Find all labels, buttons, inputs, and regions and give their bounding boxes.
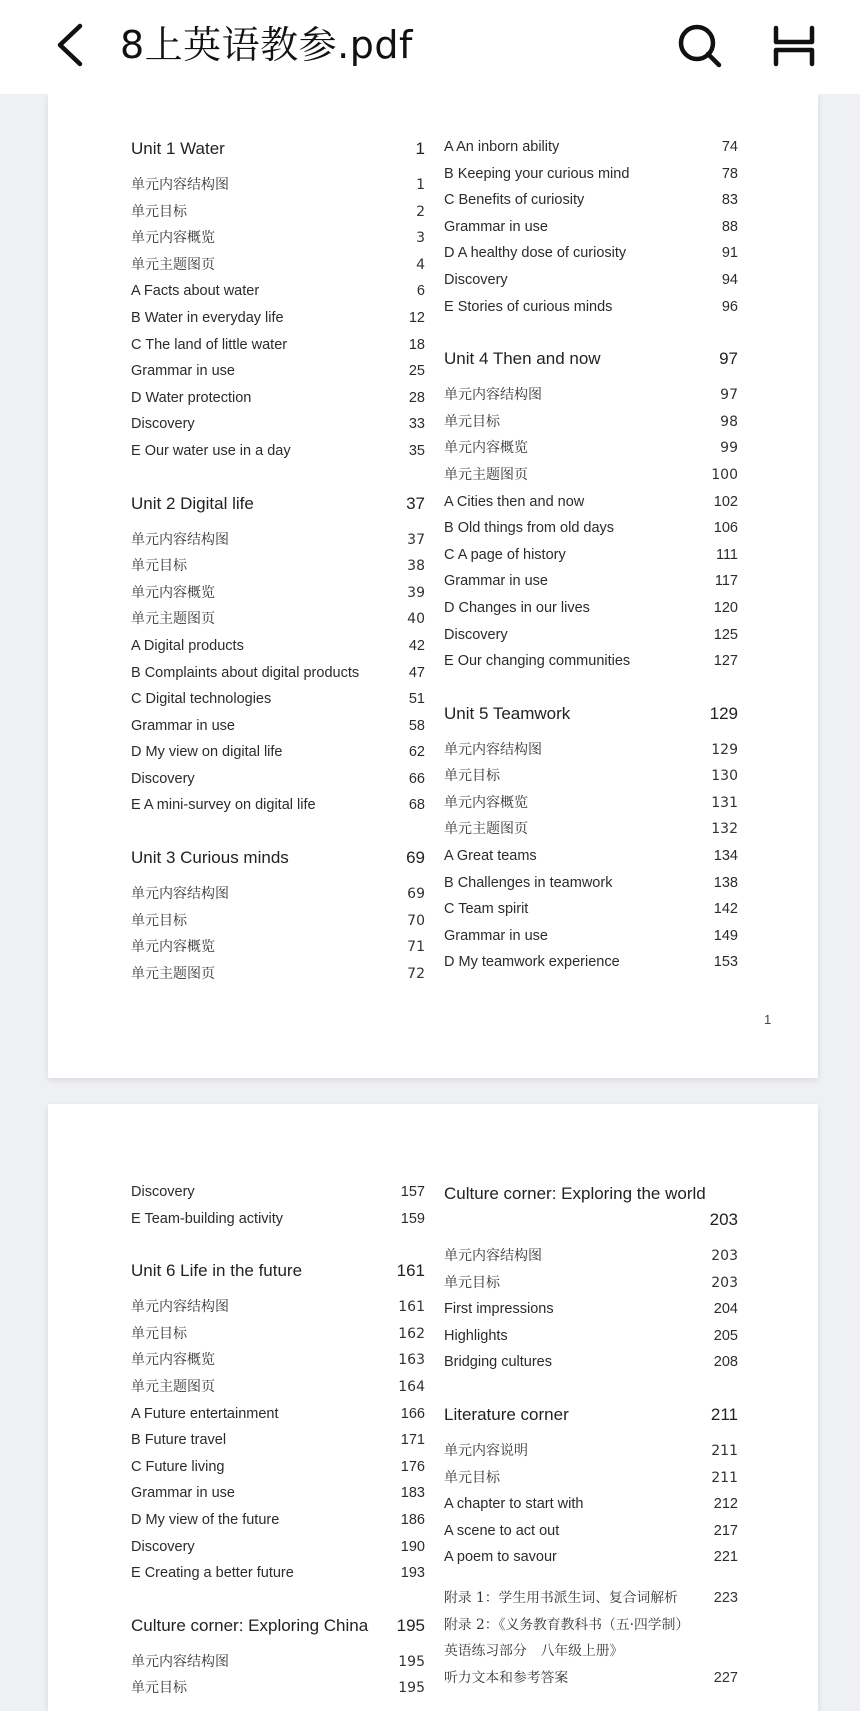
toc-entry[interactable] bbox=[444, 1296, 738, 1323]
toc-entry[interactable] bbox=[444, 1491, 738, 1518]
toc-page-number: 203 bbox=[711, 1274, 738, 1291]
toc-entry-title: B Future travel bbox=[131, 1432, 227, 1449]
toc-entry[interactable] bbox=[131, 553, 425, 580]
toc-entry-title: 附录 2：《义务教育教科书（五·四学制） bbox=[444, 1616, 690, 1633]
toc-entry[interactable] bbox=[444, 161, 738, 188]
toc-column-right bbox=[444, 1179, 738, 1691]
toc-entry[interactable] bbox=[131, 934, 425, 961]
toc-appendix-entry[interactable] bbox=[444, 1585, 738, 1612]
toc-page-number: 100 bbox=[711, 466, 738, 483]
toc-page-number: 69 bbox=[407, 886, 425, 903]
toc-page-number: 159 bbox=[400, 1210, 425, 1227]
toc-entry[interactable] bbox=[131, 438, 425, 465]
toc-page-number: 205 bbox=[713, 1327, 738, 1344]
toc-entry[interactable] bbox=[444, 923, 738, 950]
toc-entry[interactable] bbox=[444, 648, 738, 675]
toc-entry-title: D Water protection bbox=[131, 389, 252, 406]
toc-page-number: 94 bbox=[721, 271, 738, 288]
pdf-viewer[interactable] bbox=[0, 94, 860, 1711]
toc-page-number: 203 bbox=[711, 1248, 738, 1264]
toc-page-number: 38 bbox=[407, 558, 425, 575]
toc-entry-title: D My view of the future bbox=[131, 1511, 280, 1528]
toc-entry-title: 单元内容概览 bbox=[131, 230, 215, 247]
toc-column-left bbox=[131, 134, 425, 987]
toc-entry[interactable] bbox=[444, 187, 738, 214]
toc-page-number: 106 bbox=[713, 520, 738, 537]
toc-page-number: 183 bbox=[400, 1485, 425, 1502]
toc-page-number: 111 bbox=[715, 546, 738, 563]
toc-entry-title: D My view on digital life bbox=[131, 744, 283, 761]
toc-entry[interactable] bbox=[444, 1518, 738, 1545]
toc-page-number: 51 bbox=[408, 691, 425, 708]
toc-entry[interactable] bbox=[131, 1560, 425, 1587]
toc-entry-title: Unit 6 Life in the future bbox=[131, 1261, 303, 1281]
toc-entry[interactable] bbox=[444, 382, 738, 409]
toc-page-number: 33 bbox=[408, 416, 425, 433]
toc-section-heading[interactable] bbox=[444, 1179, 738, 1235]
toc-page-number: 129 bbox=[711, 741, 738, 758]
toc-page-number: 39 bbox=[407, 584, 425, 601]
toc-entry-title: Discovery bbox=[131, 770, 195, 787]
toc-page-number: 161 bbox=[398, 1299, 425, 1316]
toc-entry-title: 单元内容结构图 bbox=[444, 741, 542, 758]
toc-column-right bbox=[444, 134, 738, 976]
toc-entry[interactable] bbox=[444, 1243, 738, 1270]
toc-entry[interactable] bbox=[444, 816, 738, 843]
toc-entry-title: 单元目标 bbox=[131, 558, 187, 575]
toc-page-number: 211 bbox=[711, 1469, 738, 1486]
toc-page-number: 37 bbox=[407, 531, 425, 548]
toc-entry-title: 单元主题图页 bbox=[131, 256, 215, 273]
toc-entry[interactable] bbox=[444, 267, 738, 294]
toc-page-number: 117 bbox=[714, 573, 738, 590]
toc-entry-title: Bridging cultures bbox=[444, 1354, 552, 1371]
toc-page-number: 125 bbox=[713, 626, 738, 643]
toc-page-number: 102 bbox=[713, 493, 738, 510]
toc-entry-title: E Our changing communities bbox=[444, 653, 631, 670]
toc-entry-title: Discovery bbox=[131, 416, 195, 433]
toc-entry-title: B Water in everyday life bbox=[131, 309, 284, 326]
toc-entry[interactable] bbox=[444, 622, 738, 649]
toc-entry-title: Discovery bbox=[444, 271, 508, 288]
toc-section-heading[interactable] bbox=[131, 489, 425, 519]
toc-page-number: 211 bbox=[710, 1404, 738, 1424]
toc-entry[interactable] bbox=[444, 489, 738, 516]
toc-entry-title: 单元主题图页 bbox=[131, 1378, 215, 1395]
toc-section-heading[interactable] bbox=[131, 134, 425, 164]
toc-entry-title: Literature corner bbox=[444, 1404, 569, 1424]
toc-entry-title: B Old things from old days bbox=[444, 520, 615, 537]
toc-entry[interactable] bbox=[131, 172, 425, 199]
pdf-page-1 bbox=[48, 94, 818, 1078]
toc-entry[interactable] bbox=[444, 294, 738, 321]
toc-entry-title: First impressions bbox=[444, 1301, 554, 1318]
toc-entry-title: C Digital technologies bbox=[131, 691, 272, 708]
toc-page-number: 71 bbox=[407, 939, 425, 956]
toc-entry[interactable] bbox=[131, 1374, 425, 1401]
toc-page-number: 2 bbox=[416, 203, 425, 220]
toc-page-number: 35 bbox=[408, 442, 425, 459]
toc-entry-title: 单元目标 bbox=[131, 203, 187, 220]
toc-entry[interactable] bbox=[444, 843, 738, 870]
toc-column-left bbox=[131, 1179, 425, 1702]
toc-entry[interactable] bbox=[444, 1270, 738, 1297]
toc-page-number: 127 bbox=[713, 653, 738, 670]
toc-entry-title: 单元主题图页 bbox=[444, 821, 528, 838]
toc-page-number: 12 bbox=[408, 309, 425, 326]
toc-entry-title: 单元内容结构图 bbox=[131, 886, 229, 903]
toc-entry-title: 单元主题图页 bbox=[444, 466, 528, 483]
toc-page-number: 203 bbox=[709, 1210, 738, 1229]
toc-page-number: 149 bbox=[713, 927, 738, 944]
toc-entry[interactable] bbox=[131, 225, 425, 252]
toc-entry-title: 单元目标 bbox=[131, 1680, 187, 1697]
toc-entry-title: 单元内容结构图 bbox=[131, 1299, 229, 1316]
toc-entry-title: Grammar in use bbox=[131, 363, 235, 380]
document-title: 8上英语教参.pdf bbox=[120, 23, 413, 67]
toc-entry[interactable] bbox=[444, 949, 738, 976]
toc-page-number: 72 bbox=[407, 965, 425, 982]
toc-entry[interactable] bbox=[131, 908, 425, 935]
toc-entry-title: Grammar in use bbox=[131, 1485, 235, 1502]
toc-entry-title: 单元内容结构图 bbox=[131, 1653, 229, 1670]
toc-entry-title: E Creating a better future bbox=[131, 1565, 294, 1582]
toc-page-number: 70 bbox=[407, 912, 425, 929]
toc-entry[interactable] bbox=[131, 358, 425, 385]
toc-page-number: 37 bbox=[406, 493, 425, 513]
toc-entry[interactable] bbox=[131, 252, 425, 279]
toc-entry-title: B Challenges in teamwork bbox=[444, 874, 613, 891]
toc-entry-title: 单元内容结构图 bbox=[131, 177, 229, 193]
pdf-page-2 bbox=[48, 1104, 818, 1711]
toc-page-number: 91 bbox=[721, 245, 738, 262]
toc-entry-title: C The land of little water bbox=[131, 336, 288, 353]
toc-entry[interactable] bbox=[131, 1480, 425, 1507]
toc-entry-title: Unit 1 Water bbox=[131, 139, 225, 158]
toc-page-number: 227 bbox=[713, 1669, 738, 1686]
toc-entry[interactable] bbox=[444, 568, 738, 595]
toc-entry-title: 单元目标 bbox=[444, 1274, 500, 1291]
toc-page-number: 161 bbox=[396, 1261, 425, 1281]
toc-entry[interactable] bbox=[131, 1179, 425, 1206]
toc-page-number: 78 bbox=[721, 165, 738, 182]
toc-page-number: 223 bbox=[713, 1589, 738, 1606]
toc-entry[interactable] bbox=[444, 870, 738, 897]
toc-entry[interactable] bbox=[131, 1534, 425, 1561]
toc-entry[interactable] bbox=[131, 411, 425, 438]
toc-page-number: 166 bbox=[400, 1405, 425, 1422]
toc-entry-title: Discovery bbox=[444, 626, 508, 643]
toc-entry-title: C Team spirit bbox=[444, 901, 529, 918]
toc-entry[interactable] bbox=[131, 1649, 425, 1676]
toc-entry[interactable] bbox=[131, 961, 425, 988]
toc-page-number: 88 bbox=[721, 218, 738, 235]
toc-page-number: 164 bbox=[398, 1378, 425, 1395]
toc-entry[interactable] bbox=[131, 766, 425, 793]
toc-section-heading[interactable] bbox=[444, 344, 738, 374]
toc-entry-title: D A healthy dose of curiosity bbox=[444, 245, 627, 262]
toc-entry-title: C Benefits of curiosity bbox=[444, 192, 585, 209]
toc-entry-title: 听力文本和参考答案 bbox=[444, 1669, 569, 1686]
toc-page-number: 132 bbox=[711, 821, 738, 838]
toc-entry[interactable] bbox=[131, 739, 425, 766]
toc-page-number: 134 bbox=[713, 848, 738, 865]
toc-page-number: 97 bbox=[720, 387, 738, 404]
toc-page-number: 6 bbox=[416, 283, 425, 300]
toc-entry[interactable] bbox=[131, 792, 425, 819]
toc-page-number: 129 bbox=[709, 703, 738, 723]
toc-page-number: 195 bbox=[398, 1653, 425, 1670]
toc-entry-title: Grammar in use bbox=[444, 927, 548, 944]
spacer bbox=[444, 1571, 738, 1585]
toc-page-number: 40 bbox=[407, 611, 425, 628]
toc-entry[interactable] bbox=[444, 1438, 738, 1465]
toc-entry-title: 单元内容概览 bbox=[444, 794, 528, 811]
toc-page-number: 83 bbox=[721, 192, 738, 209]
toc-page-number: 176 bbox=[400, 1458, 425, 1475]
toc-page-number: 212 bbox=[713, 1496, 738, 1513]
toc-entry-title: A Great teams bbox=[444, 848, 537, 865]
toc-entry-title: E Our water use in a day bbox=[131, 442, 291, 459]
toc-entry[interactable] bbox=[131, 1347, 425, 1374]
toc-entry[interactable] bbox=[444, 240, 738, 267]
toc-entry[interactable] bbox=[131, 199, 425, 226]
toc-entry[interactable] bbox=[131, 1454, 425, 1481]
toc-entry-title: 单元内容结构图 bbox=[444, 1248, 542, 1264]
toc-entry-title: Unit 2 Digital life bbox=[131, 493, 254, 513]
toc-page-number: 74 bbox=[721, 139, 738, 155]
toc-page-number: 204 bbox=[713, 1301, 738, 1318]
toc-page-number: 1 bbox=[415, 139, 425, 158]
toc-entry-title: Discovery bbox=[131, 1538, 195, 1555]
toc-entry-title: 单元目标 bbox=[131, 912, 187, 929]
toc-page-number: 69 bbox=[406, 848, 425, 868]
toc-page-number: 42 bbox=[408, 637, 425, 654]
toc-page-number: 217 bbox=[713, 1522, 738, 1539]
toc-entry-title: A Facts about water bbox=[131, 283, 260, 300]
toc-entry[interactable] bbox=[131, 686, 425, 713]
toc-entry[interactable] bbox=[131, 1206, 425, 1233]
search-icon[interactable] bbox=[676, 22, 724, 70]
toc-entry-title: D Changes in our lives bbox=[444, 599, 590, 616]
toc-page-number: 66 bbox=[408, 770, 425, 787]
toc-entry[interactable] bbox=[131, 1507, 425, 1534]
toc-entry-title: 单元内容结构图 bbox=[131, 531, 229, 548]
toc-section-heading[interactable] bbox=[444, 699, 738, 729]
toc-page-number: 171 bbox=[400, 1432, 425, 1449]
toc-entry[interactable] bbox=[131, 713, 425, 740]
toc-page-number: 195 bbox=[398, 1680, 425, 1697]
toc-entry-title: 单元目标 bbox=[444, 1469, 500, 1486]
toc-entry[interactable] bbox=[444, 462, 738, 489]
toc-page-number: 62 bbox=[408, 744, 425, 761]
toc-entry-title: A poem to savour bbox=[444, 1549, 557, 1566]
toc-entry-title: Culture corner: Exploring China bbox=[131, 1615, 369, 1635]
toc-page-number: 3 bbox=[416, 230, 425, 247]
toc-entry[interactable] bbox=[444, 435, 738, 462]
toc-page-number: 99 bbox=[720, 440, 738, 457]
toc-entry-title: Grammar in use bbox=[444, 218, 548, 235]
toc-entry[interactable] bbox=[444, 595, 738, 622]
toc-entry-title: C A page of history bbox=[444, 546, 566, 563]
toc-section-heading[interactable] bbox=[131, 1256, 425, 1286]
toc-page-number: 195 bbox=[396, 1615, 425, 1635]
toc-entry-title: 单元目标 bbox=[444, 413, 500, 430]
toc-entry[interactable] bbox=[131, 385, 425, 412]
toc-page-number: 18 bbox=[408, 336, 425, 353]
toc-page-number: 98 bbox=[720, 413, 738, 430]
toc-page-number: 153 bbox=[713, 954, 738, 971]
toc-entry[interactable] bbox=[444, 214, 738, 241]
toc-entry-title: A Future entertainment bbox=[131, 1405, 279, 1422]
toc-entry-title: 单元主题图页 bbox=[131, 965, 215, 982]
toc-page-number: 157 bbox=[400, 1184, 425, 1200]
toc-page-number: 193 bbox=[400, 1565, 425, 1582]
toc-page-number: 4 bbox=[416, 256, 425, 273]
toc-appendix-entry[interactable] bbox=[444, 1612, 738, 1639]
toc-entry[interactable] bbox=[131, 278, 425, 305]
toc-entry[interactable] bbox=[131, 633, 425, 660]
toc-entry-title: Discovery bbox=[131, 1184, 195, 1200]
toc-entry-title: 单元内容概览 bbox=[131, 584, 215, 601]
toc-entry[interactable] bbox=[131, 1294, 425, 1321]
toc-appendix-entry[interactable] bbox=[444, 1665, 738, 1692]
toc-entry-title: Culture corner: Exploring the world bbox=[444, 1184, 706, 1203]
toc-entry[interactable] bbox=[444, 763, 738, 790]
toc-entry-title: 单元目标 bbox=[444, 768, 500, 785]
toc-page-number: 130 bbox=[711, 768, 738, 785]
toc-entry-title: 单元内容概览 bbox=[444, 440, 528, 457]
toc-entry[interactable] bbox=[131, 881, 425, 908]
toc-page-number: 138 bbox=[713, 874, 738, 891]
toc-entry[interactable] bbox=[131, 1427, 425, 1454]
toc-page-number: 58 bbox=[408, 717, 425, 734]
toc-entry[interactable] bbox=[444, 896, 738, 923]
toc-page-number: 190 bbox=[400, 1538, 425, 1555]
toc-page-number: 162 bbox=[398, 1325, 425, 1342]
toc-entry[interactable] bbox=[444, 737, 738, 764]
toc-entry-title: Unit 3 Curious minds bbox=[131, 848, 289, 868]
toc-entry[interactable] bbox=[131, 1401, 425, 1428]
toc-entry-title: E Stories of curious minds bbox=[444, 298, 613, 315]
toc-entry-title: D My teamwork experience bbox=[444, 954, 620, 971]
toc-page-number: 186 bbox=[400, 1511, 425, 1528]
toc-entry-title: Unit 5 Teamwork bbox=[444, 703, 571, 723]
toc-entry[interactable] bbox=[131, 1675, 425, 1702]
toc-page-number: 28 bbox=[408, 389, 425, 406]
toc-entry[interactable] bbox=[444, 1349, 738, 1376]
top-bar bbox=[0, 0, 860, 94]
toc-page-number: 163 bbox=[398, 1352, 425, 1369]
toc-entry-title: Grammar in use bbox=[131, 717, 235, 734]
toc-entry[interactable] bbox=[131, 332, 425, 359]
toc-entry[interactable] bbox=[444, 1323, 738, 1350]
chevron-left-icon[interactable] bbox=[52, 22, 88, 68]
toc-entry-title: 单元内容结构图 bbox=[444, 387, 542, 404]
toc-entry[interactable] bbox=[131, 580, 425, 607]
toc-section-heading[interactable] bbox=[131, 843, 425, 873]
toc-page-number: 1 bbox=[416, 177, 425, 193]
toc-entry[interactable] bbox=[444, 542, 738, 569]
toc-entry-title: A scene to act out bbox=[444, 1522, 560, 1539]
toc-page-number: 211 bbox=[711, 1442, 738, 1459]
toc-entry[interactable] bbox=[444, 134, 738, 161]
toc-entry-title: 英语练习部分 八年级上册》 bbox=[444, 1643, 624, 1660]
toc-entry[interactable] bbox=[444, 1544, 738, 1571]
toc-entry-title: Unit 4 Then and now bbox=[444, 349, 601, 369]
toc-entry[interactable] bbox=[131, 305, 425, 332]
toc-entry[interactable] bbox=[131, 660, 425, 687]
toc-entry[interactable] bbox=[444, 515, 738, 542]
toc-section-heading[interactable] bbox=[444, 1400, 738, 1430]
toc-entry[interactable] bbox=[131, 606, 425, 633]
toc-page-number: 208 bbox=[713, 1354, 738, 1371]
toc-page-number: 25 bbox=[408, 363, 425, 380]
toc-entry-title: B Complaints about digital products bbox=[131, 664, 360, 681]
toc-entry[interactable] bbox=[444, 790, 738, 817]
toc-entry-title: A Digital products bbox=[131, 637, 244, 654]
toc-page-number: 68 bbox=[408, 797, 425, 814]
page-number: 1 bbox=[764, 1012, 772, 1027]
toc-entry-title: 单元内容概览 bbox=[131, 1352, 215, 1369]
toc-section-heading[interactable] bbox=[131, 1611, 425, 1641]
hamburger-menu-icon[interactable] bbox=[770, 22, 818, 70]
toc-entry[interactable] bbox=[444, 1465, 738, 1492]
toc-entry-title: 单元内容说明 bbox=[444, 1442, 528, 1459]
toc-entry-title: 单元内容概览 bbox=[131, 939, 215, 956]
toc-page-number: 47 bbox=[408, 664, 425, 681]
toc-entry[interactable] bbox=[131, 1321, 425, 1348]
toc-page-number: 142 bbox=[713, 901, 738, 918]
toc-page-number: 96 bbox=[721, 298, 738, 315]
toc-page-number: 221 bbox=[713, 1549, 738, 1566]
toc-entry-title: Highlights bbox=[444, 1327, 508, 1344]
toc-entry-title: E A mini-survey on digital life bbox=[131, 797, 316, 814]
toc-page-number: 97 bbox=[719, 349, 738, 369]
toc-entry-title: Grammar in use bbox=[444, 573, 548, 590]
toc-entry-title: A chapter to start with bbox=[444, 1496, 584, 1513]
toc-entry[interactable] bbox=[131, 527, 425, 554]
toc-entry-title: B Keeping your curious mind bbox=[444, 165, 630, 182]
toc-page-number: 120 bbox=[713, 599, 738, 616]
toc-page-number: 131 bbox=[711, 794, 738, 811]
toc-entry-title: 单元主题图页 bbox=[131, 611, 215, 628]
toc-entry-title: A An inborn ability bbox=[444, 139, 560, 155]
toc-entry-title: C Future living bbox=[131, 1458, 225, 1475]
toc-entry-title: A Cities then and now bbox=[444, 493, 585, 510]
toc-entry[interactable] bbox=[444, 409, 738, 436]
toc-entry-title: 单元目标 bbox=[131, 1325, 187, 1342]
toc-entry-title: 附录 1：学生用书派生词、复合词解析 bbox=[444, 1589, 678, 1606]
toc-entry-title: E Team-building activity bbox=[131, 1210, 284, 1227]
toc-appendix-entry[interactable] bbox=[444, 1638, 738, 1665]
